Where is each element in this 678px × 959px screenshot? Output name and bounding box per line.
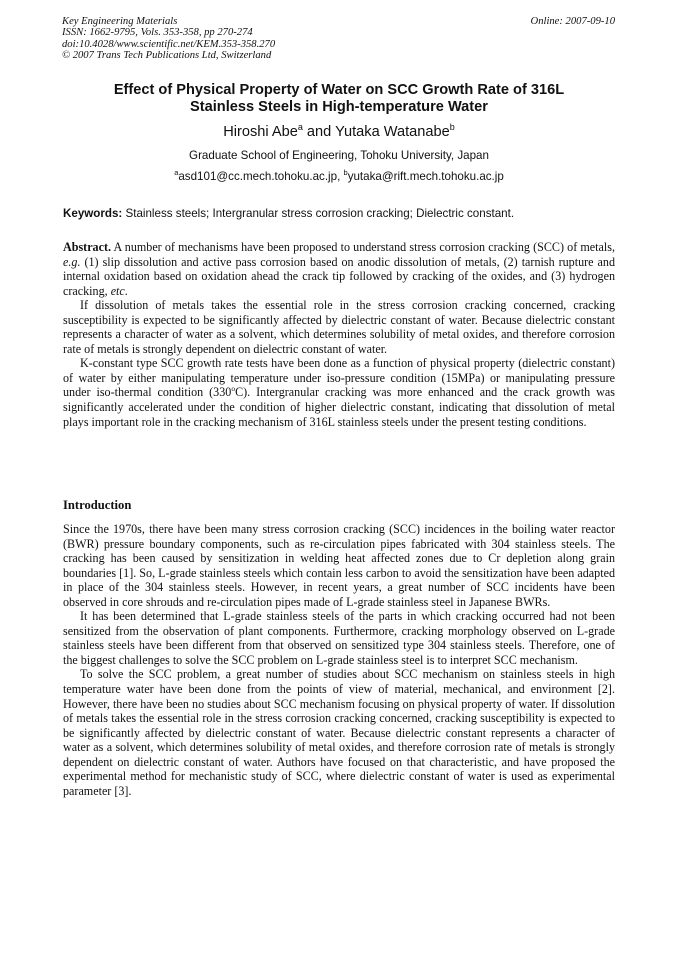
issn-line: ISSN: 1662-9795, Vols. 353-358, pp 270-274	[62, 27, 253, 39]
abstract-paragraph-3	[63, 356, 615, 429]
copyright-line: © 2007 Trans Tech Publications Ltd, Switzerland	[62, 50, 272, 62]
intro-paragraph-2: It has been determined that L-grade stainless steels of the parts in which cracking occurred had not been sensitized from the observation of plant components. Furthermore, cracking morphology observed on L-grade stainless steels have been different from that observed on sensitized type 304 stainless steels. Therefore, one of the biggest challenges to solve the SCC problem on L-grade stainless steel is to interpret SCC mechanism.	[63, 609, 615, 667]
keywords	[63, 207, 615, 221]
title-line-1: Effect of Physical Property of Water on SCC Growth Rate of 316L	[113, 82, 565, 98]
author-list	[40, 123, 638, 141]
author-2: Yutaka Watanabe	[335, 124, 450, 140]
paper-title	[40, 82, 638, 116]
section-heading-introduction: Introduction	[63, 498, 132, 512]
keywords-label: Keywords:	[63, 207, 123, 220]
journal-header	[62, 16, 275, 62]
abstract	[63, 240, 619, 429]
journal-name: Key Engineering Materials	[62, 16, 178, 27]
email-a: asd101@cc.mech.tohoku.ac.jp,	[178, 170, 344, 183]
intro-paragraph-1: Since the 1970s, there have been many stress corrosion cracking (SCC) incidences in the boiling water reactor (BWR) pressure boundary components, such as re-circulation pipes fabricated with 304 stainless steels. The cracking has been caused by sensitization in welding heat affected zones due to Cr depletion along grain boundaries [1]. So, L-grade stainless steels which contain less carbon to avoid the sensitization have been adapted in place of the 304 stainless steels. However, in recent years, a great number of SCC incidents have been observed in core shrouds and re-circulation pipes made of L-grade stainless steel in Japanese BWRs.	[63, 522, 615, 609]
email-b: yutaka@rift.mech.tohoku.ac.jp	[347, 170, 504, 183]
abstract-text-3a: K-constant type SCC growth rate tests have been done as a function of physical property (dielectric constant) of water by either manipulating temperature under iso-pressure condition (15MPa) or manipulating pressure under iso-thermal condition (330	[63, 356, 615, 400]
abstract-text-1b: (1) slip dissolution and active pass corrosion based on anodic dissolution of metals, (2) tarnish rupture and internal oxidation based on oxidation ahead the crack tip followed by cracking of the oxides, and (3) hydrogen cracking,	[63, 254, 619, 298]
title-line-2: Stainless Steels in High-temperature Water	[190, 99, 488, 115]
author-1-affil-mark: a	[297, 122, 303, 132]
intro-paragraph-3: To solve the SCC problem, a great number of studies about SCC mechanism on stainless steels in high temperature water have been done from the points of view of material, mechanical, and environment [2]. However, there have been no studies about SCC mechanism focusing on physical property of water. If dissolution of metals takes the essential role in the stress corrosion cracking concerned, cracking susceptibility is expected to be significantly affected by dielectric constant of water. Because dielectric constant represents a character of water as a solvent, which determines solubility of metal oxides, and therefore corrosion rate of metals is strongly dependent on dielectric constant of water. Authors have focused on that characteristic, and have proposed the experimental method for mechanistic study of SCC, where dielectric constant of water is used as experimental parameter [3].	[63, 667, 615, 798]
email-line	[40, 170, 638, 184]
abstract-paragraph-2: If dissolution of metals takes the essential role in the stress corrosion cracking concerned, cracking susceptibility is expected to be significantly affected by dielectric constant of water. Because dielectric constant represents a character of water as a solvent, which determines solubility of metal oxides, and therefore corrosion rate of metals is strongly dependent on dielectric constant of water.	[63, 298, 615, 356]
abstract-paragraph-1	[63, 240, 619, 298]
author-2-affil-mark: b	[449, 122, 455, 132]
abstract-eg: e.g.	[63, 254, 81, 269]
affiliation: Graduate School of Engineering, Tohoku University, Japan	[189, 149, 489, 162]
abstract-text-3b: C). Intergranular cracking was more enhanced and the crack growth was significantly accelerated under the condition of higher dielectric constant, indicating that dissolution of metal plays important role in the cracking mechanism of 316L stainless steels under the present testing conditions.	[63, 385, 615, 429]
abstract-etc: etc	[110, 283, 125, 298]
online-date: Online: 2007-09-10	[530, 16, 615, 27]
email-b-mark: b	[343, 168, 348, 177]
abstract-text-1a: A number of mechanisms have been proposed to understand stress corrosion cracking (SCC) of metals,	[111, 240, 619, 254]
email-a-mark: a	[174, 168, 179, 177]
degree-mark: o	[231, 384, 236, 394]
author-conjunction: and	[302, 124, 336, 140]
keywords-text: Stainless steels; Intergranular stress corrosion cracking; Dielectric constant.	[122, 207, 515, 220]
introduction-section	[63, 522, 615, 798]
abstract-label: Abstract.	[63, 240, 112, 254]
abstract-text-1c: .	[124, 283, 128, 298]
author-1: Hiroshi Abe	[223, 124, 298, 140]
doi-line: doi:10.4028/www.scientific.net/KEM.353-358.270	[62, 38, 276, 50]
